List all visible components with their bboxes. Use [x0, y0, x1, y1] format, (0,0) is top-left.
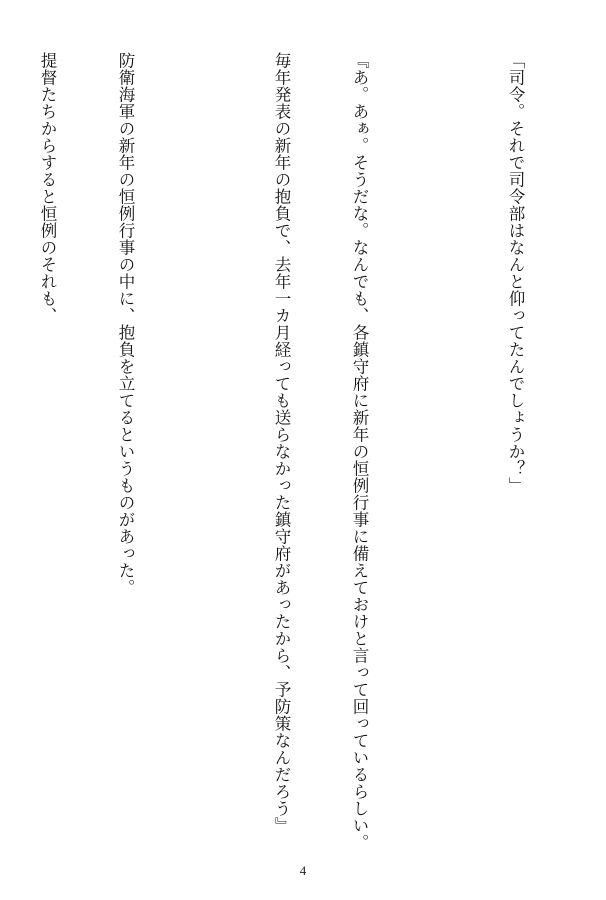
text-line: 防衛海軍の新年の恒例行事の中に、抱負を立てるというものがあった。: [116, 52, 135, 596]
text-line: 毎年発表の新年の抱負で、去年一カ月経っても送らなかった鎮守府があったから、予防策なんだろう』: [272, 52, 291, 834]
text-line: 『あ。あぁ。そうだな。なんでも、各鎮守府に新年の恒例行事に備えておけと言って回っているらしい。: [350, 52, 369, 851]
text-line: 提督たちからすると恒例のそれも、: [38, 52, 57, 324]
paragraph-gap: [424, 52, 450, 842]
vertical-text-body: [0, 52, 580, 851]
paragraph-gap: [190, 52, 216, 842]
page-number: 4: [299, 863, 307, 878]
text-line: 「司令。それで司令部はなんと仰ってたんでしょうか？」: [506, 52, 525, 494]
